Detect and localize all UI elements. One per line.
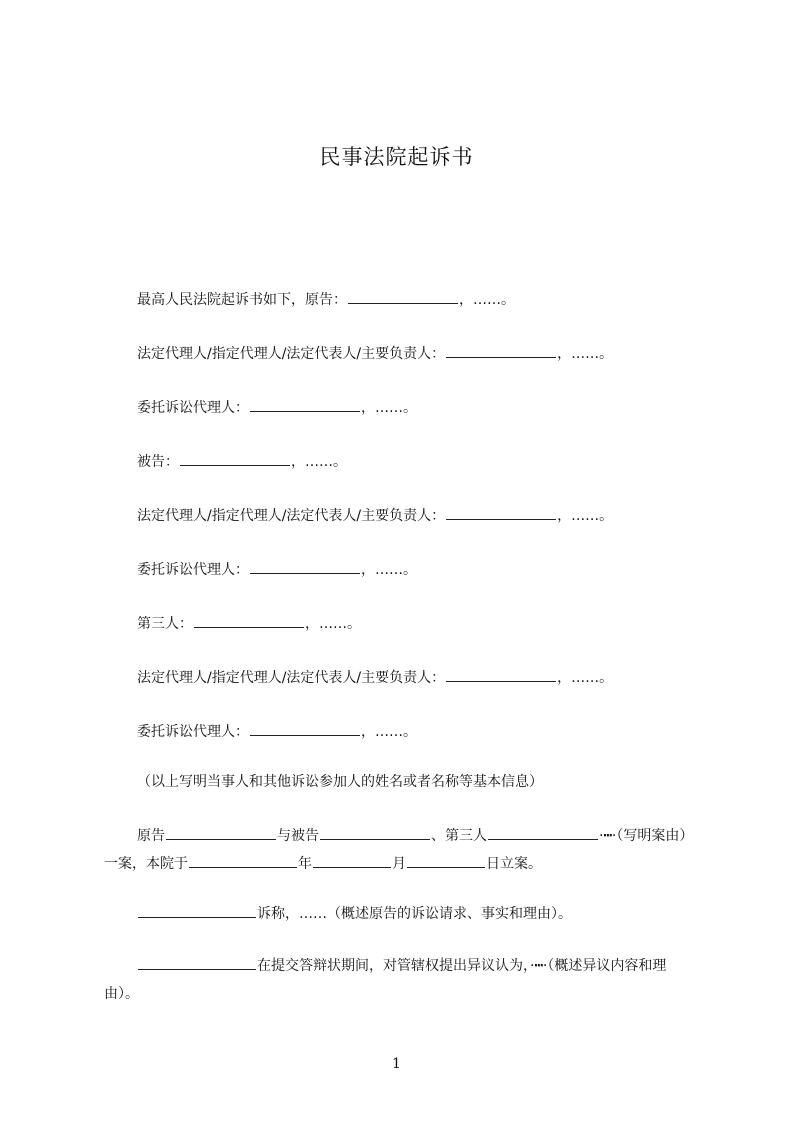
case-paragraph: [104, 822, 699, 878]
line-suffix: ，……。: [557, 508, 614, 524]
line-label: 委托诉讼代理人：: [137, 562, 249, 578]
plaintiff-line: [137, 290, 515, 310]
plaintiff-representative-line: [137, 344, 613, 364]
fill-blank[interactable]: [138, 916, 256, 918]
fill-blank[interactable]: [313, 866, 391, 868]
case-text-2: 与被告: [277, 828, 319, 844]
defendant-line: [137, 452, 347, 472]
line-label: 被告：: [137, 454, 179, 470]
line-suffix: ，……。: [361, 724, 417, 740]
claim-paragraph: [137, 904, 572, 924]
fill-blank[interactable]: [446, 356, 556, 358]
third-party-representative-line: [137, 668, 613, 688]
third-party-agent-line: [137, 722, 417, 742]
line-label: 法定代理人/指定代理人/法定代表人/主要负责人：: [137, 346, 446, 362]
parties-note: （以上写明当事人和其他诉讼参加人的姓名或者名称等基本信息）: [137, 774, 543, 790]
case-text-6: 月: [392, 856, 406, 872]
line-label: 第三人：: [137, 616, 193, 632]
case-text-1: 原告: [137, 828, 165, 844]
fill-blank[interactable]: [348, 302, 458, 304]
fill-blank[interactable]: [446, 518, 556, 520]
objection-paragraph: [104, 952, 699, 1008]
fill-blank[interactable]: [194, 626, 304, 628]
line-suffix: ，……。: [305, 616, 361, 632]
line-label: 最高人民法院起诉书如下，原告：: [137, 292, 347, 308]
fill-blank[interactable]: [407, 866, 485, 868]
line-label: 法定代理人/指定代理人/法定代表人/主要负责人：: [137, 508, 446, 524]
fill-blank[interactable]: [488, 838, 598, 840]
fill-blank[interactable]: [138, 968, 256, 970]
fill-blank[interactable]: [189, 866, 297, 868]
claim-text: 诉称，……（概述原告的诉讼请求、事实和理由）。: [257, 906, 572, 922]
defendant-representative-line: [137, 506, 613, 526]
objection-text: 在提交答辩状期间，对管辖权提出异议认为，·┅·（概述异议内容和理由）。: [104, 958, 667, 1002]
line-suffix: ，……。: [361, 400, 417, 416]
plaintiff-agent-line: [137, 398, 417, 418]
document-title: 民事法院起诉书: [319, 145, 474, 169]
line-suffix: ，……。: [291, 454, 347, 470]
case-text-5: 年: [298, 856, 312, 872]
fill-blank[interactable]: [250, 410, 360, 412]
fill-blank[interactable]: [250, 734, 360, 736]
page-number: 1: [392, 1056, 401, 1072]
fill-blank[interactable]: [446, 680, 556, 682]
fill-blank[interactable]: [320, 838, 430, 840]
fill-blank[interactable]: [250, 572, 360, 574]
third-party-line: [137, 614, 361, 634]
line-suffix: ，……。: [361, 562, 417, 578]
defendant-agent-line: [137, 560, 417, 580]
line-label: 法定代理人/指定代理人/法定代表人/主要负责人：: [137, 670, 446, 686]
line-suffix: ，……。: [557, 346, 614, 362]
line-suffix: ，……。: [459, 292, 515, 308]
case-text-3: 、第三人: [431, 828, 487, 844]
case-text-7: 日立案。: [486, 856, 542, 872]
case-text-4: ·┅·（写明案由）一案，本院于: [104, 828, 694, 872]
fill-blank[interactable]: [180, 464, 290, 466]
fill-blank[interactable]: [166, 838, 276, 840]
line-label: 委托诉讼代理人：: [137, 724, 249, 740]
line-label: 委托诉讼代理人：: [137, 400, 249, 416]
line-suffix: ，……。: [557, 670, 614, 686]
